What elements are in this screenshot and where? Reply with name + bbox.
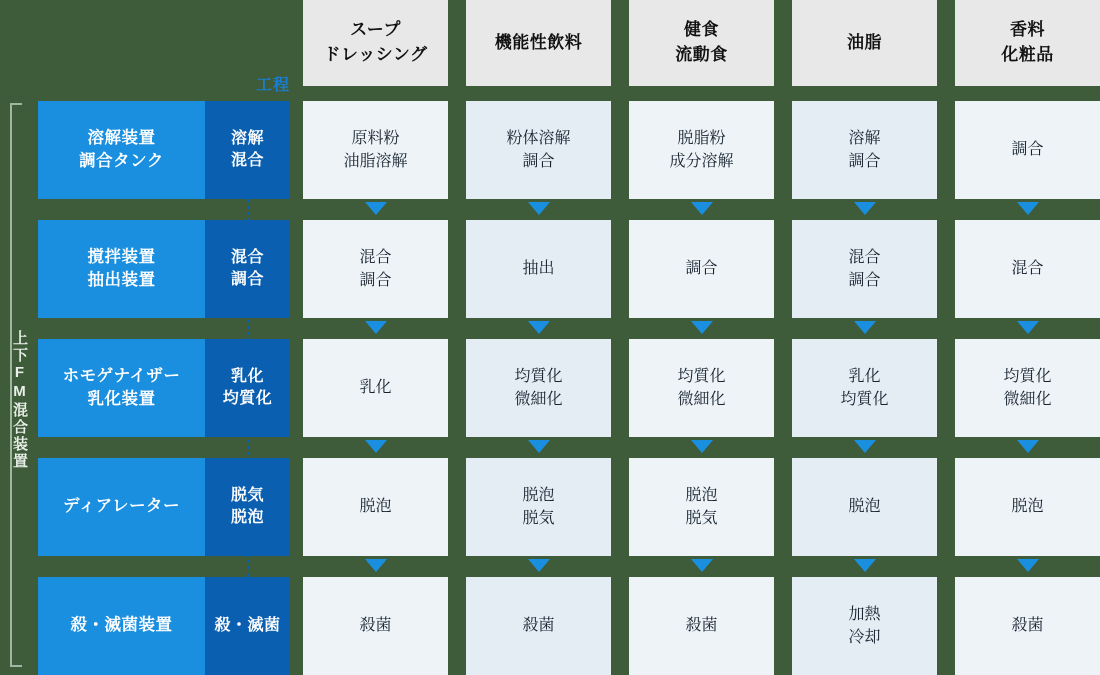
column-header-4: 油脂	[792, 0, 937, 86]
flow-arrow-r3-c2	[528, 440, 550, 453]
cell-r3-c5: 均質化 微細化	[955, 339, 1100, 437]
flow-arrow-r2-c1	[365, 321, 387, 334]
column-header-1: スープ ドレッシング	[303, 0, 448, 86]
cell-r5-c3: 殺菌	[629, 577, 774, 675]
cell-r3-c4: 乳化 均質化	[792, 339, 937, 437]
equipment-label-5: 殺・滅菌装置	[38, 577, 205, 675]
column-header-5: 香料 化粧品	[955, 0, 1100, 86]
cell-r1-c5: 調合	[955, 101, 1100, 199]
cell-r1-c2: 粉体溶解 調合	[466, 101, 611, 199]
process-label-heading: 工程	[255, 77, 290, 94]
cell-r5-c5: 殺菌	[955, 577, 1100, 675]
column-header-2: 機能性飲料	[466, 0, 611, 86]
side-axis-label: 上下FM混合装置	[11, 330, 28, 470]
flow-arrow-r1-c1	[365, 202, 387, 215]
flow-arrow-r2-c4	[854, 321, 876, 334]
flow-arrow-r1-c2	[528, 202, 550, 215]
column-header-3: 健食 流動食	[629, 0, 774, 86]
cell-r4-c1: 脱泡	[303, 458, 448, 556]
cell-r2-c5: 混合	[955, 220, 1100, 318]
cell-r4-c5: 脱泡	[955, 458, 1100, 556]
flow-arrow-r4-c3	[691, 559, 713, 572]
cell-r1-c4: 溶解 調合	[792, 101, 937, 199]
flow-arrow-r1-c4	[854, 202, 876, 215]
cell-r2-c1: 混合 調合	[303, 220, 448, 318]
cell-r4-c2: 脱泡 脱気	[466, 458, 611, 556]
flow-arrow-r2-c5	[1017, 321, 1039, 334]
flow-arrow-r4-c2	[528, 559, 550, 572]
equipment-label-4: ディアレーター	[38, 458, 205, 556]
cell-r5-c2: 殺菌	[466, 577, 611, 675]
cell-r2-c3: 調合	[629, 220, 774, 318]
flow-arrow-r2-c3	[691, 321, 713, 334]
equipment-label-2: 撹拌装置 抽出装置	[38, 220, 205, 318]
step-label-2: 混合 調合	[205, 220, 290, 318]
equipment-label-3: ホモゲナイザー 乳化装置	[38, 339, 205, 437]
cell-r1-c3: 脱脂粉 成分溶解	[629, 101, 774, 199]
step-label-3: 乳化 均質化	[205, 339, 290, 437]
step-label-4: 脱気 脱泡	[205, 458, 290, 556]
flow-arrow-r1-c3	[691, 202, 713, 215]
flow-arrow-r3-c4	[854, 440, 876, 453]
cell-r4-c3: 脱泡 脱気	[629, 458, 774, 556]
cell-r2-c4: 混合 調合	[792, 220, 937, 318]
flow-arrow-r4-c5	[1017, 559, 1039, 572]
cell-r5-c4: 加熱 冷却	[792, 577, 937, 675]
flow-arrow-r3-c5	[1017, 440, 1039, 453]
flow-arrow-r4-c1	[365, 559, 387, 572]
step-label-1: 溶解 混合	[205, 101, 290, 199]
cell-r1-c1: 原料粉 油脂溶解	[303, 101, 448, 199]
equipment-label-1: 溶解装置 調合タンク	[38, 101, 205, 199]
cell-r3-c1: 乳化	[303, 339, 448, 437]
step-label-5: 殺・滅菌	[205, 577, 290, 675]
cell-r4-c4: 脱泡	[792, 458, 937, 556]
flow-arrow-r3-c3	[691, 440, 713, 453]
cell-r2-c2: 抽出	[466, 220, 611, 318]
flow-arrow-r1-c5	[1017, 202, 1039, 215]
flow-arrow-r4-c4	[854, 559, 876, 572]
flow-arrow-r2-c2	[528, 321, 550, 334]
cell-r3-c2: 均質化 微細化	[466, 339, 611, 437]
cell-r3-c3: 均質化 微細化	[629, 339, 774, 437]
cell-r5-c1: 殺菌	[303, 577, 448, 675]
flow-arrow-r3-c1	[365, 440, 387, 453]
